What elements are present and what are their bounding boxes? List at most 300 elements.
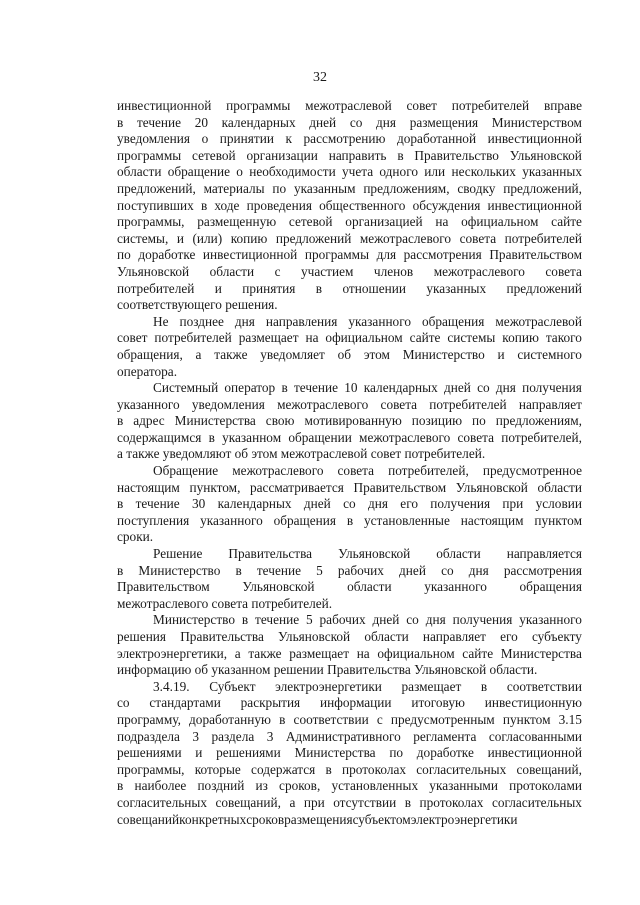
word: программы bbox=[304, 247, 370, 263]
word: официальном bbox=[377, 645, 455, 661]
word: указанного bbox=[348, 313, 411, 329]
text-line bbox=[117, 330, 582, 347]
word: пунктом bbox=[502, 711, 551, 727]
word: дня bbox=[495, 380, 516, 396]
text-line bbox=[117, 612, 582, 629]
word: направления bbox=[265, 313, 338, 329]
word: сетевой bbox=[288, 214, 333, 230]
word: со bbox=[406, 612, 419, 628]
word: субъектом bbox=[352, 811, 411, 827]
word: потребителей, bbox=[388, 463, 469, 479]
word: и bbox=[176, 230, 184, 246]
word: Министерства bbox=[174, 413, 256, 429]
word: и bbox=[497, 346, 505, 362]
text-line bbox=[117, 579, 582, 596]
word: в bbox=[117, 778, 124, 794]
document-body bbox=[117, 98, 582, 828]
word: электроэнергетики bbox=[275, 678, 382, 694]
text-line bbox=[117, 115, 582, 132]
word: уведомляет bbox=[260, 346, 325, 362]
word: области bbox=[209, 263, 255, 279]
word: 30 bbox=[192, 496, 206, 512]
word: межотраслевого bbox=[277, 396, 369, 412]
word: межотраслевого bbox=[232, 463, 324, 479]
word: для bbox=[376, 247, 397, 263]
word: совета bbox=[545, 263, 582, 279]
text-line bbox=[117, 629, 582, 646]
word: направляется bbox=[506, 546, 582, 562]
word: настоящим bbox=[460, 512, 524, 528]
word: официальном bbox=[461, 214, 539, 230]
text-line bbox=[117, 513, 582, 530]
word: 3 bbox=[266, 728, 274, 744]
text-line bbox=[117, 164, 582, 181]
text-line bbox=[117, 563, 582, 580]
word: этом bbox=[363, 346, 390, 362]
word: организацией bbox=[345, 214, 423, 230]
word: по bbox=[272, 180, 287, 196]
word: доработанной bbox=[397, 131, 477, 147]
word: его bbox=[400, 496, 418, 512]
word: решения bbox=[117, 629, 167, 644]
word: Ульяновской bbox=[509, 147, 582, 163]
word: потребителей, bbox=[501, 429, 582, 445]
word: на bbox=[356, 645, 370, 661]
word: поздний bbox=[197, 778, 245, 794]
word: межотраслевого bbox=[359, 230, 452, 246]
word: протоколах bbox=[419, 794, 484, 810]
word: а bbox=[234, 645, 241, 661]
word: установленные bbox=[363, 512, 450, 528]
word: организации bbox=[246, 147, 318, 163]
word: сайте bbox=[462, 645, 494, 661]
word: Министерства bbox=[500, 645, 582, 661]
word: обращение bbox=[167, 164, 230, 180]
paragraph bbox=[117, 380, 582, 463]
word: к bbox=[285, 131, 292, 147]
word: предложениям, bbox=[363, 180, 450, 196]
word: принятия bbox=[242, 280, 296, 296]
text-line bbox=[117, 762, 582, 779]
word: со bbox=[349, 114, 363, 130]
word: адрес bbox=[133, 413, 165, 429]
word: согласительных bbox=[491, 794, 582, 810]
word: обращения, bbox=[117, 346, 183, 362]
word: оператора. bbox=[117, 363, 178, 379]
word: со bbox=[343, 496, 356, 512]
word: наиболее bbox=[134, 778, 187, 794]
word: на bbox=[305, 330, 319, 346]
text-line bbox=[117, 646, 582, 663]
text-line bbox=[117, 430, 582, 447]
word: предложений bbox=[275, 230, 352, 246]
word: дня bbox=[468, 562, 489, 578]
word: области bbox=[347, 579, 392, 595]
word: размещенную bbox=[197, 214, 277, 230]
word: направить bbox=[328, 147, 387, 163]
word: программы, bbox=[117, 761, 185, 777]
word: межотраслевой bbox=[495, 313, 582, 329]
paragraph bbox=[117, 546, 582, 612]
word: течение bbox=[136, 114, 182, 130]
word: позднее bbox=[179, 313, 224, 329]
word: течение bbox=[293, 380, 339, 396]
word: дней bbox=[372, 612, 400, 628]
word: копию bbox=[230, 230, 268, 246]
word: в bbox=[325, 761, 332, 777]
word: 20 bbox=[194, 114, 208, 130]
word: календарных bbox=[217, 496, 292, 512]
word: Обращение bbox=[153, 463, 219, 479]
word: дней bbox=[303, 496, 331, 512]
text-line bbox=[117, 347, 582, 364]
word: Министерства bbox=[294, 745, 376, 761]
word: области bbox=[117, 164, 162, 180]
word: соответствии bbox=[506, 678, 582, 694]
word: системы bbox=[447, 330, 496, 346]
word: об bbox=[337, 346, 352, 362]
word: Ульяновской bbox=[455, 479, 528, 495]
word: предложений bbox=[506, 280, 582, 296]
word: материалы bbox=[203, 180, 265, 196]
word: решениями bbox=[117, 745, 182, 761]
word: календарных bbox=[363, 380, 438, 396]
word: Решение bbox=[153, 546, 203, 562]
word: инвестиционной bbox=[117, 98, 212, 113]
word: сводку bbox=[457, 180, 496, 196]
word: 5 bbox=[316, 562, 323, 578]
word: в bbox=[404, 794, 411, 810]
word: в bbox=[281, 380, 288, 396]
text-line bbox=[117, 214, 582, 231]
word: предложений, bbox=[503, 180, 582, 196]
word: учета bbox=[341, 164, 374, 180]
word: обращения bbox=[519, 579, 582, 595]
word: пунктом bbox=[534, 512, 582, 528]
word: при bbox=[303, 794, 325, 810]
word: течение bbox=[255, 612, 300, 628]
word: указанным bbox=[293, 180, 356, 196]
word: совещаний bbox=[117, 811, 180, 827]
paragraph bbox=[117, 98, 582, 314]
word: в bbox=[117, 562, 124, 578]
word: общественного bbox=[319, 197, 406, 213]
word: потребителей bbox=[451, 98, 530, 113]
word: субъекту bbox=[531, 629, 582, 644]
word: программы bbox=[117, 147, 182, 163]
word: мотивированную bbox=[304, 413, 402, 429]
word: настоящим bbox=[117, 479, 180, 495]
word: Правительством bbox=[489, 247, 582, 263]
word: Правительства bbox=[180, 629, 264, 644]
word: указанных bbox=[426, 280, 487, 296]
word: которые bbox=[194, 761, 241, 777]
word: совета bbox=[459, 230, 497, 246]
text-line bbox=[117, 181, 582, 198]
word: согласительных bbox=[416, 761, 507, 777]
word: программы, bbox=[117, 214, 185, 230]
word: при bbox=[502, 496, 524, 512]
text-line bbox=[117, 380, 582, 397]
word: потребителей bbox=[429, 396, 507, 412]
word: и bbox=[195, 745, 203, 761]
word: размещает bbox=[401, 678, 462, 694]
text-line bbox=[117, 364, 582, 381]
word: в bbox=[480, 678, 488, 694]
word: условии bbox=[535, 496, 582, 512]
word: сроки. bbox=[117, 529, 154, 545]
word: и bbox=[214, 280, 222, 296]
word: уведомления bbox=[117, 131, 191, 147]
word: на bbox=[435, 214, 449, 230]
word: размещения bbox=[284, 811, 353, 827]
word: дня bbox=[234, 313, 255, 329]
text-line bbox=[117, 729, 582, 746]
text-line bbox=[117, 546, 582, 563]
word: сайте bbox=[409, 330, 441, 346]
word: в bbox=[117, 413, 124, 429]
word: размещения bbox=[409, 114, 479, 130]
word: Системный bbox=[153, 380, 219, 396]
word: протоколами bbox=[509, 778, 582, 794]
word: с bbox=[376, 711, 383, 727]
word: указанного bbox=[117, 396, 180, 412]
word: одного bbox=[379, 164, 418, 180]
word: дня bbox=[367, 496, 388, 512]
word: инвестиционной bbox=[487, 131, 582, 147]
text-line bbox=[117, 98, 582, 115]
word: свою bbox=[265, 413, 295, 429]
word: Министерство bbox=[138, 562, 221, 578]
word: поступивших bbox=[117, 197, 194, 213]
word: такого bbox=[545, 330, 582, 346]
word: инвестиционной bbox=[202, 247, 298, 263]
word: по bbox=[117, 247, 131, 263]
word: совещаний, bbox=[215, 794, 281, 810]
word: а bbox=[195, 346, 202, 362]
word: рассмотрения bbox=[503, 562, 582, 578]
page-number: 32 bbox=[313, 70, 327, 85]
text-line bbox=[117, 281, 582, 298]
word: обращения bbox=[421, 313, 485, 329]
word: инвестиционную bbox=[484, 695, 582, 711]
word: в bbox=[117, 496, 124, 512]
word: в bbox=[200, 197, 208, 213]
word: соответствии bbox=[293, 711, 369, 727]
word: совета bbox=[457, 429, 495, 445]
word: отношении bbox=[342, 280, 406, 296]
word: получения bbox=[522, 380, 582, 396]
text-line bbox=[117, 480, 582, 497]
word: в bbox=[346, 512, 354, 528]
paragraph bbox=[117, 679, 582, 828]
word: нескольких bbox=[451, 164, 516, 180]
word: межотраслевого bbox=[359, 429, 451, 445]
word: или bbox=[424, 164, 446, 180]
word: системного bbox=[517, 346, 582, 362]
word: согласованными bbox=[488, 728, 582, 744]
word: со bbox=[477, 380, 490, 396]
text-line bbox=[117, 131, 582, 148]
word: в bbox=[279, 711, 286, 727]
word: размещает bbox=[289, 645, 350, 661]
word: оператор bbox=[224, 380, 276, 396]
word: а также уведомляют об этом межотраслевой совет потребителей. bbox=[117, 446, 486, 462]
word: обсуждения bbox=[412, 197, 481, 213]
word: Административного bbox=[285, 728, 401, 744]
word: с bbox=[274, 263, 281, 279]
word: потребителей bbox=[117, 280, 195, 296]
word: соответствующего решения. bbox=[117, 297, 278, 313]
word: получения bbox=[430, 496, 491, 512]
text-line bbox=[117, 446, 582, 463]
word: рассмотрения bbox=[403, 247, 482, 263]
text-line bbox=[117, 529, 582, 546]
word: указанном bbox=[222, 429, 282, 445]
word: области bbox=[436, 546, 481, 562]
word: дней bbox=[399, 562, 426, 578]
word: обращении bbox=[288, 429, 352, 445]
word: рассмотрению bbox=[303, 131, 386, 147]
word: проведения bbox=[246, 197, 312, 213]
word: сетевой bbox=[192, 147, 236, 163]
word: решениями bbox=[216, 745, 281, 761]
text-line bbox=[117, 812, 582, 829]
word: совет bbox=[406, 98, 437, 113]
word: программы bbox=[226, 98, 291, 113]
word: по bbox=[472, 413, 486, 429]
word: инвестиционной bbox=[487, 745, 582, 761]
text-line bbox=[117, 695, 582, 712]
word: 10 bbox=[344, 380, 358, 396]
word: 3.15 bbox=[558, 711, 582, 727]
word: сроков bbox=[246, 811, 285, 827]
word: Министерством bbox=[491, 114, 582, 130]
text-line bbox=[117, 297, 582, 314]
word: по bbox=[389, 745, 404, 761]
text-line bbox=[117, 247, 582, 264]
text-line bbox=[117, 745, 582, 762]
word: электроэнергетики, bbox=[117, 645, 228, 661]
text-line bbox=[117, 198, 582, 215]
word: участием bbox=[301, 263, 354, 279]
word: необходимости bbox=[249, 164, 336, 180]
word: доработке bbox=[416, 745, 474, 761]
word: вправе bbox=[543, 98, 582, 113]
word: потребителей bbox=[154, 330, 232, 346]
text-line bbox=[117, 413, 582, 430]
word: со bbox=[441, 562, 454, 578]
word: а bbox=[289, 794, 296, 810]
word: указанного bbox=[200, 512, 263, 528]
word: 5 bbox=[306, 612, 313, 628]
word: поступления bbox=[117, 512, 190, 528]
word: получения bbox=[452, 612, 513, 628]
word: указанного bbox=[424, 579, 487, 595]
text-line bbox=[117, 148, 582, 165]
word: межотраслевого bbox=[433, 263, 525, 279]
word: официальном bbox=[325, 330, 403, 346]
word: календарных bbox=[221, 114, 296, 130]
word: Ульяновской bbox=[117, 263, 190, 279]
word: содержащимся bbox=[117, 429, 202, 445]
text-line bbox=[117, 231, 582, 248]
word: членов bbox=[373, 263, 414, 279]
text-line bbox=[117, 596, 582, 613]
word: в bbox=[117, 114, 124, 130]
word: области bbox=[537, 479, 582, 495]
word: принятии bbox=[219, 131, 274, 147]
word: указанных bbox=[522, 164, 582, 180]
word: Правительства bbox=[228, 546, 313, 562]
word: отсутствии bbox=[333, 794, 397, 810]
word: из bbox=[255, 778, 268, 794]
word: потребителей bbox=[504, 230, 582, 246]
word: содержатся bbox=[251, 761, 316, 777]
word: предусмотренное bbox=[482, 463, 582, 479]
word: в bbox=[315, 280, 323, 296]
word: позицию bbox=[411, 413, 463, 429]
text-line bbox=[117, 679, 582, 696]
word: Ульяновской bbox=[278, 629, 351, 644]
word: предложений, bbox=[117, 180, 196, 196]
word: раздела bbox=[211, 728, 255, 744]
word: рабочих bbox=[337, 562, 384, 578]
paragraph bbox=[117, 463, 582, 546]
text-line bbox=[117, 712, 582, 729]
word: предусмотренным bbox=[390, 711, 495, 727]
word: ходе bbox=[214, 197, 240, 213]
word: 3 bbox=[192, 728, 200, 744]
word: межотраслевой bbox=[305, 98, 392, 113]
word: рассматривается bbox=[250, 479, 344, 495]
word: дня bbox=[376, 114, 397, 130]
text-line bbox=[117, 496, 582, 513]
word: совет bbox=[117, 330, 148, 346]
word: его bbox=[500, 629, 518, 644]
word: совещаний, bbox=[516, 761, 582, 777]
word: рабочих bbox=[319, 612, 366, 628]
word: уведомления bbox=[191, 396, 265, 412]
word: в bbox=[235, 562, 242, 578]
word: информацию об указанном решении Правительства Ульяновской области. bbox=[117, 662, 538, 678]
text-line bbox=[117, 778, 582, 795]
word: регламента bbox=[413, 728, 477, 744]
word: Ульяновской bbox=[338, 546, 411, 562]
word: согласительных bbox=[117, 794, 207, 810]
text-line bbox=[117, 264, 582, 281]
word: дня bbox=[425, 612, 446, 628]
word: Правительством bbox=[353, 479, 447, 495]
word: раскрытия bbox=[240, 695, 301, 711]
word: дней bbox=[309, 114, 337, 130]
word: дней bbox=[443, 380, 471, 396]
word: (или) bbox=[192, 230, 223, 246]
word: также bbox=[248, 645, 282, 661]
text-line bbox=[117, 463, 582, 480]
word: Не bbox=[153, 313, 169, 329]
word: подраздела bbox=[117, 728, 180, 744]
word: в bbox=[208, 429, 215, 445]
word: о bbox=[201, 131, 209, 147]
word: 3.4.19. bbox=[153, 678, 190, 694]
word: инвестиционной bbox=[487, 197, 582, 213]
word: обращения bbox=[273, 512, 337, 528]
word: электроэнергетики bbox=[410, 811, 518, 827]
word: указанного bbox=[519, 612, 582, 628]
word: Министерство bbox=[402, 346, 485, 362]
word: течение bbox=[135, 496, 180, 512]
